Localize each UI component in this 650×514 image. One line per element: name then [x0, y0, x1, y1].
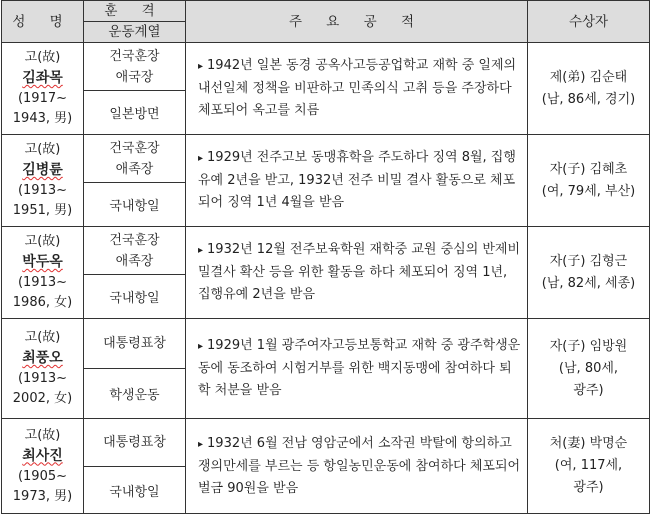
- bullet-icon: ▸: [198, 341, 204, 352]
- person-years: (1917~ 1943, 男): [12, 91, 73, 126]
- achievement-text: 1932년 12월 전주보육학원 재학중 교원 중심의 반제비밀결사 확산 등을 위한 활동을 하다 체포되어 징역 1년, 집행유예 2년을 받음: [198, 242, 521, 302]
- merit-table: [1, 0, 650, 514]
- achievement-text: 1929년 1월 광주여자고등보통학교 재학 중 광주학생운동에 동조하여 시험거부를 위한 백지동맹에 참여하다 퇴학 처분을 받음: [198, 338, 521, 398]
- movement-field: 국내항일: [84, 467, 186, 514]
- person-name: 최사진: [22, 447, 63, 464]
- person-cell: [2, 135, 84, 227]
- movement-field: 국내항일: [84, 183, 186, 227]
- person-prefix: 고(故): [24, 234, 61, 249]
- table-row: [2, 135, 650, 183]
- achievement-cell: [186, 135, 528, 227]
- movement-field: 일본방면: [84, 91, 186, 135]
- person-name: 박두옥: [22, 254, 63, 270]
- person-prefix: 고(故): [24, 50, 61, 65]
- achievement-cell: [186, 419, 528, 514]
- award-grade: 건국훈장 애족장: [84, 135, 186, 183]
- person-prefix: 고(故): [24, 427, 61, 443]
- person-name: 최풍오: [22, 350, 63, 366]
- person-name: 김좌목: [22, 70, 63, 86]
- recipient-cell: 자(子) 김형근 (남, 82세, 세종): [528, 227, 650, 319]
- person-name: 김병륜: [22, 162, 63, 178]
- award-grade: 건국훈장 애국장: [84, 43, 186, 91]
- person-years: (1913~ 1986, 女): [12, 275, 73, 310]
- movement-field: 학생운동: [84, 369, 186, 419]
- header-achievements: 주 요 공 적: [186, 1, 528, 43]
- recipient-cell: 처(妻) 박명순 (여, 117세, 광주): [528, 419, 650, 514]
- table-row: [2, 227, 650, 275]
- achievement-cell: [186, 43, 528, 135]
- bullet-icon: ▸: [198, 245, 204, 256]
- table-row: [2, 43, 650, 91]
- award-grade: 건국훈장 애족장: [84, 227, 186, 275]
- person-years: (1905~ 1973, 男): [12, 468, 73, 504]
- award-grade: 대통령표창: [84, 319, 186, 369]
- achievement-cell: [186, 227, 528, 319]
- achievement-cell: [186, 319, 528, 419]
- header-award: 훈 격: [84, 1, 186, 22]
- header-movement-field: 운동계열: [84, 22, 186, 43]
- person-years: (1913~ 1951, 男): [12, 183, 73, 218]
- person-cell: [2, 319, 84, 419]
- movement-field: 국내항일: [84, 275, 186, 319]
- bullet-icon: ▸: [198, 438, 204, 450]
- bullet-icon: ▸: [198, 153, 204, 164]
- achievement-text: 1929년 전주고보 동맹휴학을 주도하다 징역 8월, 집행유예 2년을 받고, 1932년 전주 비밀 결사 활동으로 체포되어 징역 1년 4월을 받음: [198, 150, 516, 210]
- person-prefix: 고(故): [24, 330, 61, 345]
- person-cell: [2, 419, 84, 514]
- achievement-text: 1932년 6월 전남 영암군에서 소작권 박탈에 항의하고 쟁의만세를 부르는 등 항일농민운동에 참여하다 체포되어 벌금 90원을 받음: [198, 435, 521, 496]
- achievement-text: 1942년 일본 동경 공옥사고등공업학교 재학 중 일제의 내선일체 정책을 비판하고 민족의식 고취 등을 주장하다 체포되어 옥고를 치름: [198, 58, 517, 118]
- bullet-icon: ▸: [198, 61, 204, 72]
- recipient-cell: 자(子) 김혜초 (여, 79세, 부산): [528, 135, 650, 227]
- award-grade: 대통령표창: [84, 419, 186, 467]
- header-recipient: 수상자: [528, 1, 650, 43]
- recipient-cell: 제(弟) 김순태 (남, 86세, 경기): [528, 43, 650, 135]
- person-prefix: 고(故): [24, 142, 61, 157]
- person-cell: [2, 43, 84, 135]
- recipient-cell: 자(子) 임방원 (남, 80세, 광주): [528, 319, 650, 419]
- person-years: (1913~ 2002, 女): [12, 371, 73, 406]
- table-row: [2, 319, 650, 369]
- header-name: 성 명: [2, 1, 84, 43]
- table-row: [2, 419, 650, 467]
- person-cell: [2, 227, 84, 319]
